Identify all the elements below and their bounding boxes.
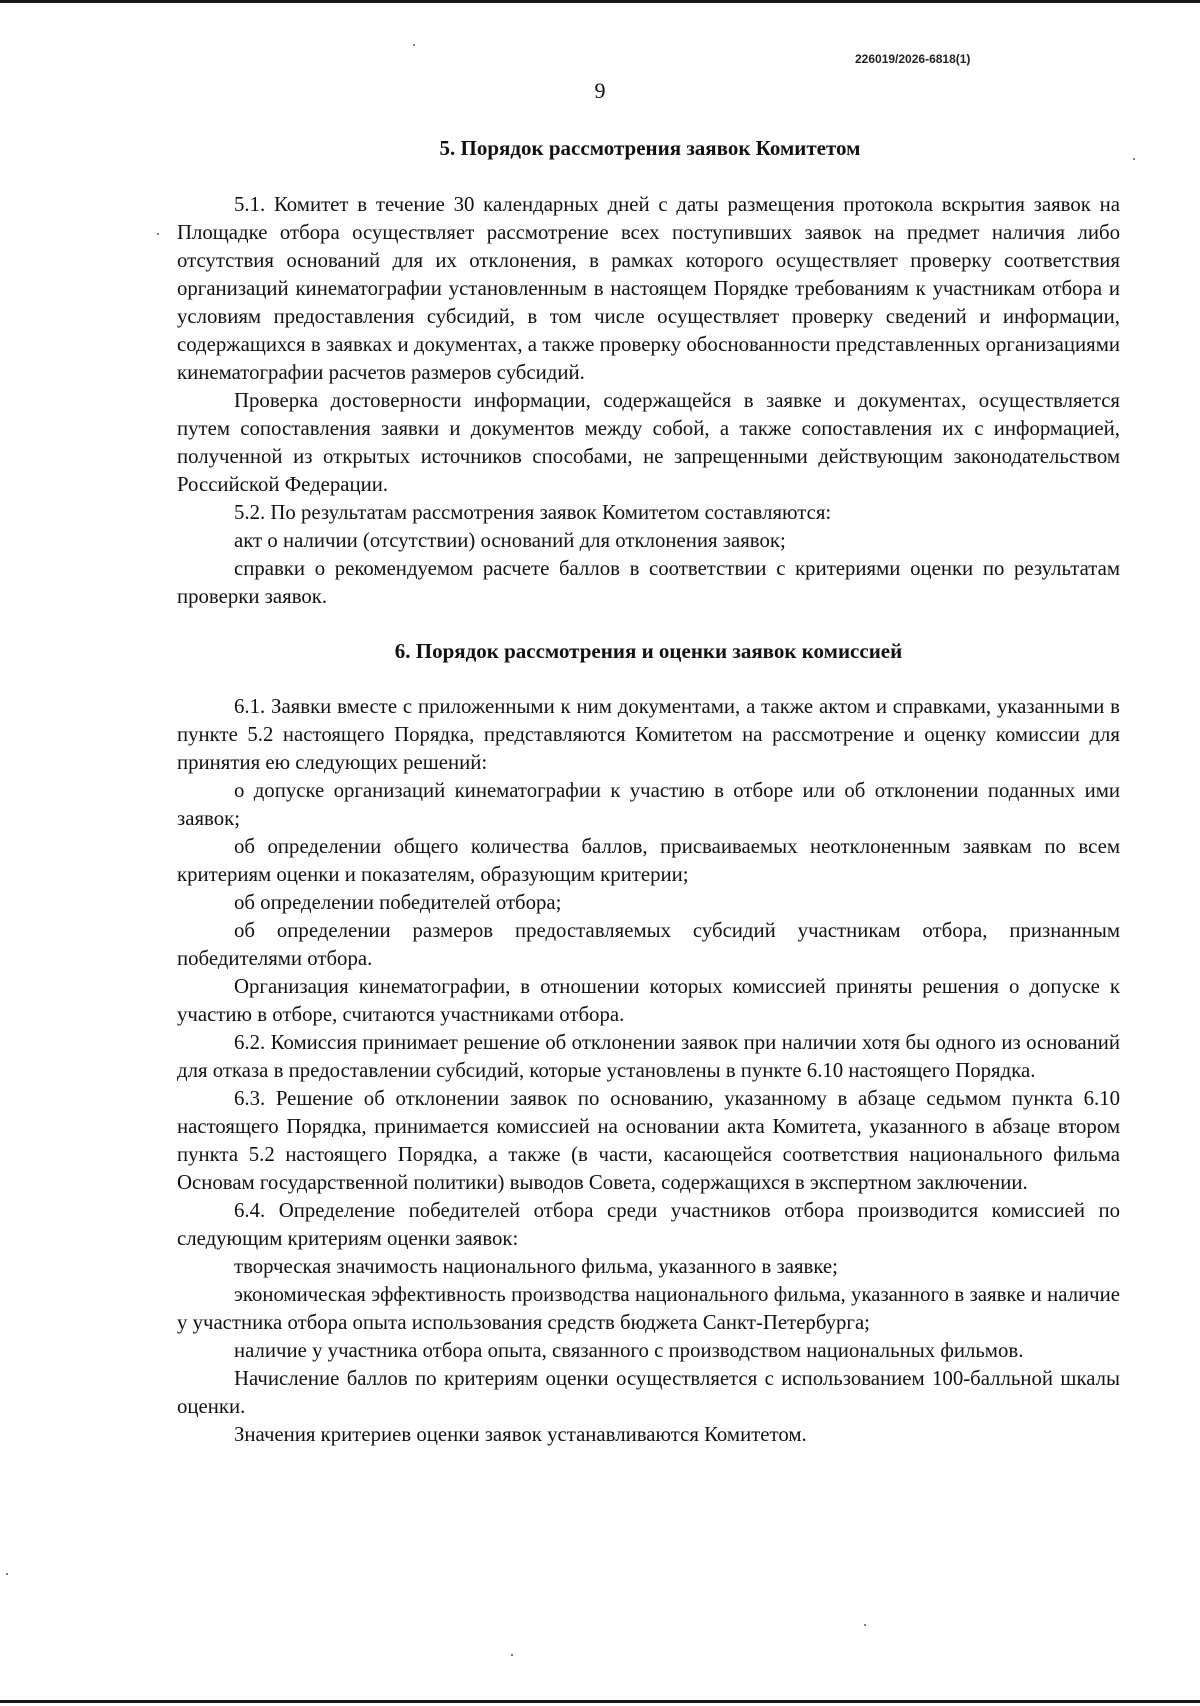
paragraph: 6.3. Решение об отклонении заявок по основанию, указанному в абзаце седьмом пункта 6.10 настоящего Порядка, принимается комиссией на основании акта Комитета, указанного в абзаце втором пункта 5.2 настоящего Порядка, а также (в части, касающейся соответствия национального фильма Основам государственной политики) выводов Совета, содержащихся в экспертном заключении.	[177, 1087, 1120, 1194]
paragraph: акт о наличии (отсутствии) оснований для отклонения заявок;	[234, 529, 786, 552]
registration-number: 226019/2026-6818(1)	[855, 52, 971, 66]
paragraph: Значения критериев оценки заявок устанавливаются Комитетом.	[234, 1423, 807, 1446]
section-6-heading: 6. Порядок рассмотрения и оценки заявок комиссией	[394, 639, 903, 663]
scan-speck	[1133, 158, 1135, 160]
paragraph: 6.1. Заявки вместе с приложенными к ним документами, а также актом и справками, указанными в пункте 5.2 настоящего Порядка, представляются Комитетом на рассмотрение и оценку комиссии для принятия ею следующих решений:	[177, 695, 1120, 774]
section-5-heading: 5. Порядок рассмотрения заявок Комитетом	[439, 136, 861, 160]
paragraph: творческая значимость национального фильма, указанного в заявке;	[234, 1255, 838, 1278]
paragraph: Проверка достоверности информации, содержащейся в заявке и документах, осуществляется путем сопоставления заявки и документов между собой, а также сопоставления их с информацией, полученной из открытых источников способами, не запрещенными действующим законодательством Российской Федерации.	[177, 389, 1120, 496]
paragraph: 5.1. Комитет в течение 30 календарных дней с даты размещения протокола вскрытия заявок на Площадке отбора осуществляет рассмотрение всех поступивших заявок на предмет наличия либо отсутствия оснований для их отклонения, в рамках которого осуществляет проверку соответствия организаций кинематографии установленным в настоящем Порядке требованиям к участникам отбора и условиям предоставления субсидий, в том числе осуществляет проверку сведений и информации, содержащихся в заявках и документах, а также проверку обоснованности представленных организациями кинематографии расчетов размеров субсидий.	[177, 193, 1120, 384]
scan-speck	[864, 1624, 866, 1626]
paragraph: экономическая эффективность производства национального фильма, указанного в заявке и наличие у участника отбора опыта использования средств бюджета Санкт-Петербурга;	[177, 1283, 1120, 1334]
section-5-body	[177, 191, 1120, 611]
scan-border-top	[0, 0, 1200, 3]
paragraph: справки о рекомендуемом расчете баллов в соответствии с критериями оценки по результатам проверки заявок.	[177, 557, 1120, 608]
section-6-body	[177, 693, 1120, 1449]
paragraph: Начисление баллов по критериям оценки осуществляется с использованием 100-балльной шкалы оценки.	[177, 1367, 1120, 1418]
paragraph: Организация кинематографии, в отношении которых комиссией приняты решения о допуске к участию в отборе, считаются участниками отбора.	[177, 975, 1120, 1026]
scan-speck	[511, 1654, 513, 1656]
page-number: 9	[594, 78, 606, 103]
paragraph: об определении победителей отбора;	[234, 891, 562, 914]
paragraph: 5.2. По результатам рассмотрения заявок Комитетом составляются:	[234, 501, 832, 524]
paragraph: об определении общего количества баллов, присваиваемых неотклоненным заявкам по всем критериям оценки и показателям, образующим критерии;	[177, 835, 1120, 886]
paragraph: наличие у участника отбора опыта, связанного с производством национальных фильмов.	[234, 1339, 1024, 1362]
paragraph: о допуске организаций кинематографии к участию в отборе или об отклонении поданных ими заявок;	[177, 779, 1120, 830]
scan-speck	[6, 1573, 8, 1575]
paragraph: 6.2. Комиссия принимает решение об отклонении заявок при наличии хотя бы одного из оснований для отказа в предоставлении субсидий, которые установлены в пункте 6.10 настоящего Порядка.	[177, 1031, 1120, 1082]
paragraph: об определении размеров предоставляемых субсидий участникам отбора, признанным победителями отбора.	[177, 919, 1120, 970]
scan-border-bottom	[0, 1700, 1200, 1703]
document-body	[177, 191, 1120, 1449]
scan-speck	[413, 44, 415, 46]
paragraph: 6.4. Определение победителей отбора среди участников отбора производится комиссией по следующим критериям оценки заявок:	[177, 1199, 1120, 1250]
scan-speck	[157, 233, 159, 235]
